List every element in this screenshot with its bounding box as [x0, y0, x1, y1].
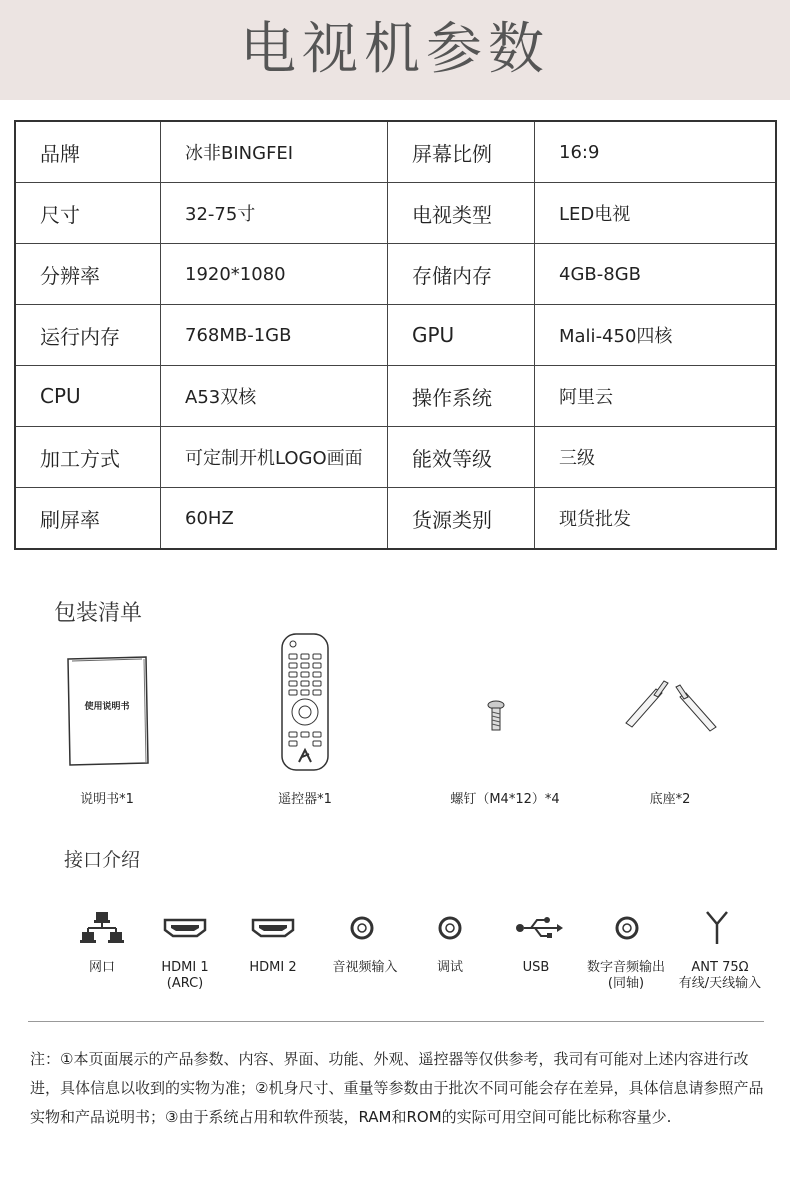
- package-title: 包装清单: [54, 601, 143, 626]
- spec-value: 阿里云: [535, 366, 777, 427]
- spec-key: CPU: [15, 366, 161, 427]
- table-row: [15, 305, 776, 366]
- hdmi-icon: [163, 916, 207, 940]
- port-label: USB: [522, 960, 550, 975]
- port-label: ANT 75Ω 有线/天线输入: [678, 960, 762, 991]
- port-icon-wrap: [672, 908, 762, 948]
- usb-icon: [515, 916, 563, 940]
- package-item-label: 底座*2: [649, 792, 691, 807]
- spec-key: 刷屏率: [15, 488, 161, 550]
- disclaimer-note: 注：①本页面展示的产品参数、内容、界面、功能、外观、遥控器等仅供参考，我司有可能对上述内容进行改进，具体信息以收到的实物为准；②机身尺寸、重量等参数由于批次不同可能会存在差异，具体信息请参照产品实物和产品说明书；③由于系统占用和软件预装，RAM和ROM的实际可用空间可能比标称容量少.: [30, 1050, 764, 1126]
- spec-table: [14, 120, 777, 550]
- port-label: 数字音频输出 (同轴): [586, 960, 665, 991]
- spec-value: 现货批发: [535, 488, 777, 550]
- spec-key: 存储内存: [388, 244, 535, 305]
- spec-value: 三级: [535, 427, 777, 488]
- spec-value: 768MB-1GB: [161, 305, 388, 366]
- coaxial-jack-icon: [614, 915, 640, 941]
- antenna-icon: [704, 910, 730, 946]
- divider: [28, 1021, 764, 1022]
- ports-title: 接口介绍: [64, 849, 141, 871]
- spec-value: 4GB-8GB: [535, 244, 777, 305]
- remote-image: [276, 632, 334, 772]
- spec-key: 电视类型: [388, 183, 535, 244]
- spec-key: GPU: [388, 305, 535, 366]
- spec-key: 分辨率: [15, 244, 161, 305]
- manual-image: [62, 655, 152, 767]
- port-label: 音视频输入: [332, 960, 398, 975]
- package-item-label: 遥控器*1: [278, 792, 332, 807]
- spec-key: 货源类别: [388, 488, 535, 550]
- port-icon-wrap: [494, 908, 584, 948]
- hdmi-icon: [251, 916, 295, 940]
- port-icon-wrap: [582, 908, 672, 948]
- page-title: 电视机参数: [240, 17, 550, 82]
- port-icon-wrap: [57, 908, 147, 948]
- spec-key: 操作系统: [388, 366, 535, 427]
- port-label: HDMI 2: [249, 960, 297, 975]
- av-jack-icon: [349, 915, 375, 941]
- port-label: 调试: [436, 960, 463, 975]
- spec-key: 屏幕比例: [388, 121, 535, 183]
- debug-jack-icon: [437, 915, 463, 941]
- port-label: HDMI 1 (ARC): [161, 960, 209, 991]
- stand-image: [622, 675, 722, 735]
- spec-key: 运行内存: [15, 305, 161, 366]
- spec-key: 尺寸: [15, 183, 161, 244]
- port-label: 网口: [88, 960, 115, 975]
- spec-value: Mali-450四核: [535, 305, 777, 366]
- port-icon-wrap: [140, 908, 230, 948]
- spec-value: 60HZ: [161, 488, 388, 550]
- header-banner: [0, 0, 790, 100]
- table-row: [15, 244, 776, 305]
- spec-key: 加工方式: [15, 427, 161, 488]
- table-row: [15, 121, 776, 183]
- spec-value: 16:9: [535, 121, 777, 183]
- spec-key: 能效等级: [388, 427, 535, 488]
- spec-value: 32-75寸: [161, 183, 388, 244]
- port-icon-wrap: [405, 908, 495, 948]
- port-icon-wrap: [228, 908, 318, 948]
- package-item-label: 说明书*1: [80, 792, 134, 807]
- spec-value: A53双核: [161, 366, 388, 427]
- table-row: [15, 488, 776, 550]
- table-row: [15, 427, 776, 488]
- spec-key: 品牌: [15, 121, 161, 183]
- spec-value: LED电视: [535, 183, 777, 244]
- table-row: [15, 183, 776, 244]
- spec-value: 1920*1080: [161, 244, 388, 305]
- network-icon: [80, 910, 124, 946]
- table-row: [15, 366, 776, 427]
- manual-cover-text: 使用说明书: [84, 702, 130, 712]
- screw-image: [486, 700, 506, 734]
- package-item-label: 螺钉（M4*12）*4: [450, 792, 560, 807]
- spec-value: 可定制开机LOGO画面: [161, 427, 388, 488]
- spec-value: 冰非BINGFEI: [161, 121, 388, 183]
- port-icon-wrap: [317, 908, 407, 948]
